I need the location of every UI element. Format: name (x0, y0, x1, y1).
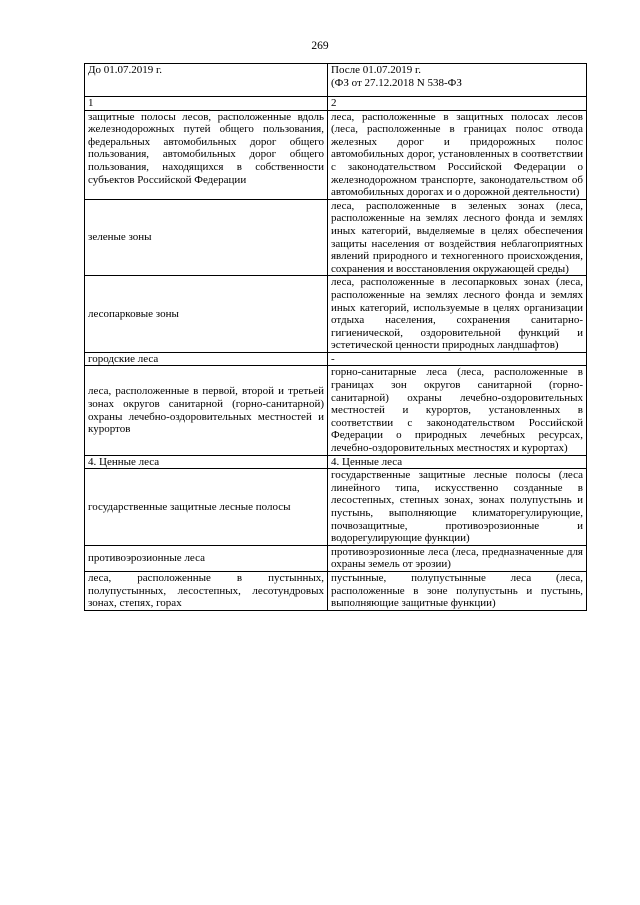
table-row (85, 469, 587, 546)
page-number: 269 (311, 40, 329, 52)
row-before-text: противоэрозионные леса (85, 545, 328, 571)
table-row (85, 199, 587, 276)
row-after-text: пустынные, полупустынные леса (леса, расположенные в зоне полупустынь и пустынь, выполняющие защитные функции) (328, 571, 587, 610)
table-row (85, 455, 587, 469)
row-after-text: противоэрозионные леса (леса, предназначенные для охраны земель от эрозии) (328, 545, 587, 571)
table-row (85, 276, 587, 353)
column-number-2: 2 (328, 97, 587, 111)
row-before-text: лесопарковые зоны (85, 276, 328, 353)
row-before-text: зеленые зоны (85, 199, 328, 276)
row-before-text: леса, расположенные в пустынных, полупустынных, лесостепных, лесотундровых зонах, степях, горах (85, 571, 328, 610)
comparison-table (84, 63, 587, 611)
header-after (328, 64, 587, 97)
table-row (85, 545, 587, 571)
row-before-text: защитные полосы лесов, расположенные вдоль железнодорожных путей общего пользования, федеральных автомобильных дорог общего пользования, автомобильных дорог общего пользования, находящихся в собственности субъектов Российской Федерации (85, 110, 328, 199)
row-before-text: государственные защитные лесные полосы (85, 469, 328, 546)
column-number-1: 1 (85, 97, 328, 111)
row-after-text: горно-санитарные леса (леса, расположенные в границах зон округов санитарной (горно-санитарной) охраны лечебно-оздоровительных местностей и курортов, установленных в соответствии с законодательством Российской Федерации о природных лечебных ресурсах, лечебно-оздоровительных местностях и курортах) (328, 366, 587, 455)
table-header-row (85, 64, 587, 97)
table-row (85, 571, 587, 610)
row-before-text: 4. Ценные леса (85, 455, 328, 469)
row-after-text: государственные защитные лесные полосы (леса линейного типа, искусственно созданные в лесостепных, степных зонах, зонах полупустынь и пустынь, выполняющие климаторегулирующие, почвозащитные, противоэрозионные и водорегулирующие функции) (328, 469, 587, 546)
header-before (85, 64, 328, 97)
header-after-label: После 01.07.2019 г. (331, 64, 421, 76)
header-after-law: (ФЗ от 27.12.2018 N 538-ФЗ (331, 76, 462, 89)
table-row (85, 110, 587, 199)
row-after-text: леса, расположенные в защитных полосах лесов (леса, расположенные в границах полос отвода железных дорог и придорожных полос автомобильных дорог, установленных в соответствии с законодательством Российской Федерации о железнодорожном транспорте, законодательством об автомобильных дорогах и о дорожной деятельности) (328, 110, 587, 199)
row-after-text: леса, расположенные в зеленых зонах (леса, расположенные на землях лесного фонда и землях иных категорий, выделяемые в целях обеспечения защиты населения от воздействия неблагоприятных явлений природного и техногенного происхождения, сохранения и восстановления окружающей среды) (328, 199, 587, 276)
header-before-label: До 01.07.2019 г. (88, 64, 163, 76)
row-after-text: - (328, 352, 587, 366)
table-row (85, 352, 587, 366)
row-after-text: 4. Ценные леса (328, 455, 587, 469)
row-after-text: леса, расположенные в лесопарковых зонах (леса, расположенные на землях лесного фонда и землях иных категорий, используемые в целях организации отдыха населения, сохранения санитарно-гигиенической, оздоровительной функций и эстетической ценности природных ландшафтов) (328, 276, 587, 353)
row-before-text: городские леса (85, 352, 328, 366)
row-before-text: леса, расположенные в первой, второй и третьей зонах округов санитарной (горно-санитарной) охраны лечебно-оздоровительных местностей и курортов (85, 366, 328, 455)
table-row (85, 366, 587, 455)
column-number-row (85, 97, 587, 111)
